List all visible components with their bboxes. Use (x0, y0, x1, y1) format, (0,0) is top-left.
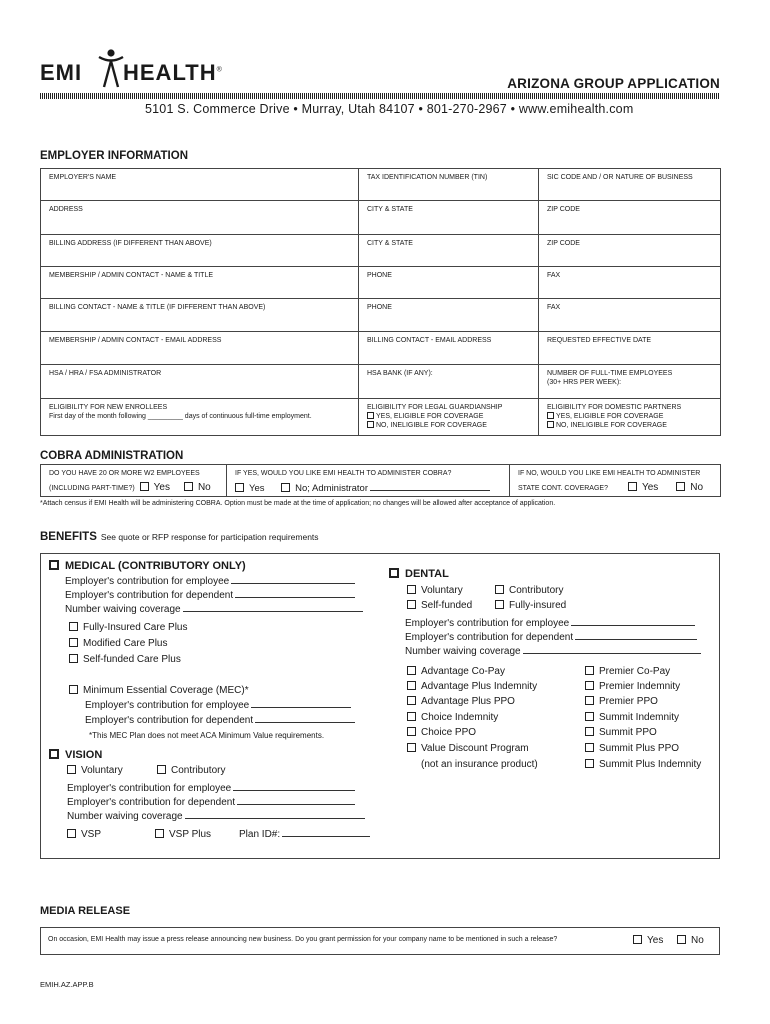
guardianship-yes-checkbox[interactable] (367, 412, 374, 419)
mec-checkbox[interactable] (69, 685, 78, 694)
hsa-administrator-field[interactable]: HSA / HRA / FSA ADMINISTRATOR (41, 365, 359, 399)
vision-employee-contribution[interactable]: Employer's contribution for employee (67, 783, 355, 794)
summit-plus-indemnity-checkbox[interactable] (585, 759, 594, 768)
dental-plan-option[interactable]: Premier Indemnity (585, 681, 680, 692)
effective-date-field[interactable]: REQUESTED EFFECTIVE DATE (539, 332, 721, 365)
summit-ppo-checkbox[interactable] (585, 727, 594, 736)
header-divider (40, 93, 720, 99)
logo-figure-icon (98, 48, 124, 88)
state-cont-yes-checkbox[interactable] (628, 482, 637, 491)
legal-guardianship-eligibility: ELIGIBILITY FOR LEGAL GUARDIANSHIP YES, ELIGIBLE FOR COVERAGE NO, INELIGIBLE FOR COVERAGE (359, 399, 539, 436)
medical-waiving-count[interactable]: Number waiving coverage (65, 604, 363, 615)
dental-self-funded-checkbox[interactable] (407, 600, 416, 609)
dental-plan-option[interactable]: Premier PPO (585, 696, 658, 707)
benefits-box (40, 553, 720, 859)
dental-voluntary-checkbox[interactable] (407, 585, 416, 594)
choice-ppo-checkbox[interactable] (407, 727, 416, 736)
dental-plan-option[interactable]: Advantage Plus Indemnity (407, 681, 537, 692)
tin-field[interactable]: TAX IDENTIFICATION NUMBER (TIN) (359, 169, 539, 201)
domestic-partner-eligibility: ELIGIBILITY FOR DOMESTIC PARTNERS YES, ELIGIBLE FOR COVERAGE NO, INELIGIBLE FOR COVERAGE (539, 399, 721, 436)
advantage-co-pay-checkbox[interactable] (407, 666, 416, 675)
dental-plan-option[interactable]: Premier Co-Pay (585, 666, 670, 677)
cobra-w2-yes-checkbox[interactable] (140, 482, 149, 491)
value-discount-note: (not an insurance product) (421, 759, 538, 770)
billing-fax-field[interactable]: FAX (539, 299, 721, 332)
dental-dependent-contribution[interactable]: Employer's contribution for dependent (405, 632, 697, 643)
medical-checkbox[interactable] (49, 560, 59, 570)
company-address: 5101 S. Commerce Drive • Murray, Utah 84107 • 801-270-2967 • www.emihealth.com (145, 102, 634, 116)
medical-employee-contribution[interactable]: Employer's contribution for employee (65, 576, 355, 587)
vision-plan-id-field[interactable]: Plan ID#: (239, 829, 370, 840)
cobra-administrator-line[interactable] (370, 483, 490, 491)
city-state-field[interactable]: CITY & STATE (359, 201, 539, 235)
billing-address-field[interactable]: BILLING ADDRESS (IF DIFFERENT THAN ABOVE) (41, 235, 359, 267)
admin-email-field[interactable]: MEMBERSHIP / ADMIN CONTACT - EMAIL ADDRESS (41, 332, 359, 365)
dental-option[interactable]: DENTAL (389, 568, 449, 580)
admin-contact-name-field[interactable]: MEMBERSHIP / ADMIN CONTACT - NAME & TITLE (41, 267, 359, 299)
medical-plan-option[interactable]: Self-funded Care Plus (69, 654, 181, 665)
vsp-checkbox[interactable] (67, 829, 76, 838)
emi-health-logo (40, 48, 223, 90)
dental-contributory-option[interactable]: Contributory (495, 585, 563, 596)
vsp-option[interactable]: VSP (67, 829, 101, 840)
media-release-box (40, 927, 720, 955)
cobra-w2-no-checkbox[interactable] (184, 482, 193, 491)
fully-insured-care-plus-checkbox[interactable] (69, 622, 78, 631)
vsp-plus-option[interactable]: VSP Plus (155, 829, 211, 840)
medical-plan-option[interactable]: Modified Care Plus (69, 638, 167, 649)
cobra-heading: COBRA ADMINISTRATION (40, 450, 184, 462)
advantage-plus-indemnity-checkbox[interactable] (407, 681, 416, 690)
form-code: EMIH.AZ.APP.B (40, 980, 94, 989)
guardianship-no-checkbox[interactable] (367, 421, 374, 428)
hsa-bank-field[interactable]: HSA BANK (IF ANY): (359, 365, 539, 399)
zip-code-field[interactable]: ZIP CODE (539, 201, 721, 235)
cobra-table (40, 464, 721, 497)
dental-fully-insured-option[interactable]: Fully-insured (495, 600, 566, 611)
new-enrollee-eligibility-field[interactable]: ELIGIBILITY FOR NEW ENROLLEES First day of the month following _________ days of continuous full-time employment. (41, 399, 359, 436)
benefits-heading: BENEFITS See quote or RFP response for participation requirements (40, 531, 319, 543)
self-funded-care-plus-checkbox[interactable] (69, 654, 78, 663)
dental-waiving-count[interactable]: Number waiving coverage (405, 646, 701, 657)
domestic-yes-checkbox[interactable] (547, 412, 554, 419)
premier-co-pay-checkbox[interactable] (585, 666, 594, 675)
dental-contributory-checkbox[interactable] (495, 585, 504, 594)
admin-phone-field[interactable]: PHONE (359, 267, 539, 299)
mec-aca-note: *This MEC Plan does not meet ACA Minimum Value requirements. (89, 731, 325, 740)
vision-dependent-contribution[interactable]: Employer's contribution for dependent (67, 797, 355, 808)
address-field[interactable]: ADDRESS (41, 201, 359, 235)
vision-waiving-count[interactable]: Number waiving coverage (67, 811, 365, 822)
billing-email-field[interactable]: BILLING CONTACT - EMAIL ADDRESS (359, 332, 539, 365)
cobra-administer-yes-checkbox[interactable] (235, 483, 244, 492)
vision-contributory-option[interactable]: Contributory (157, 765, 225, 776)
vision-voluntary-checkbox[interactable] (67, 765, 76, 774)
vision-option[interactable]: VISION (49, 749, 102, 761)
dental-self-funded-option[interactable]: Self-funded (407, 600, 472, 611)
employer-info-table (40, 168, 721, 436)
dental-checkbox[interactable] (389, 568, 399, 578)
dental-employee-contribution[interactable]: Employer's contribution for employee (405, 618, 695, 629)
dental-plan-option[interactable]: Advantage Plus PPO (407, 696, 515, 707)
state-cont-no-checkbox[interactable] (676, 482, 685, 491)
billing-phone-field[interactable]: PHONE (359, 299, 539, 332)
admin-fax-field[interactable]: FAX (539, 267, 721, 299)
value-discount-program-checkbox[interactable] (407, 743, 416, 752)
premier-indemnity-checkbox[interactable] (585, 681, 594, 690)
dental-plan-option[interactable]: Summit Plus Indemnity (585, 759, 701, 770)
mec-option[interactable]: Minimum Essential Coverage (MEC)* (69, 685, 249, 696)
employer-name-field[interactable]: EMPLOYER'S NAME (41, 169, 359, 201)
dental-plan-option[interactable]: Value Discount Program (407, 743, 529, 754)
dental-plan-option[interactable]: Choice Indemnity (407, 712, 498, 723)
vision-voluntary-option[interactable]: Voluntary (67, 765, 123, 776)
mec-dependent-contribution[interactable]: Employer's contribution for dependent (85, 715, 355, 726)
media-release-question: On occasion, EMI Health may issue a press release announcing new business. Do you grant permission for your company name to be mentioned in such a release? (48, 936, 558, 943)
logo-text-emi: EMI (40, 60, 83, 85)
state-continuation-question: IF NO, WOULD YOU LIKE EMI HEALTH TO ADMINISTER STATE CONT. COVERAGE? Yes No (510, 465, 721, 497)
media-no-checkbox[interactable] (677, 935, 686, 944)
vsp-plus-checkbox[interactable] (155, 829, 164, 838)
cobra-administer-no-checkbox[interactable] (281, 483, 290, 492)
billing-city-state-field[interactable]: CITY & STATE (359, 235, 539, 267)
media-release-heading: MEDIA RELEASE (40, 905, 131, 917)
vision-contributory-checkbox[interactable] (157, 765, 166, 774)
dental-plan-option[interactable]: Summit PPO (585, 727, 657, 738)
mec-employee-contribution[interactable]: Employer's contribution for employee (85, 700, 351, 711)
dental-plan-option[interactable]: Advantage Co-Pay (407, 666, 505, 677)
employer-info-heading: EMPLOYER INFORMATION (40, 150, 189, 162)
summit-indemnity-checkbox[interactable] (585, 712, 594, 721)
logo-text-health: HEALTH® (123, 60, 223, 85)
cobra-attach-note: *Attach census if EMI Health will be administering COBRA. Option must be made at the time of application; no changes will be allowed after acceptance of application. (40, 500, 556, 507)
summit-plus-ppo-checkbox[interactable] (585, 743, 594, 752)
dental-plan-option[interactable]: Choice PPO (407, 727, 476, 738)
modified-care-plus-checkbox[interactable] (69, 638, 78, 647)
media-yes-option[interactable]: Yes (633, 935, 663, 946)
dental-fully-insured-checkbox[interactable] (495, 600, 504, 609)
medical-plan-option[interactable]: Fully-Insured Care Plus (69, 622, 187, 633)
advantage-plus-ppo-checkbox[interactable] (407, 696, 416, 705)
application-title: ARIZONA GROUP APPLICATION (507, 76, 720, 91)
billing-contact-name-field[interactable]: BILLING CONTACT - NAME & TITLE (IF DIFFERENT THAN ABOVE) (41, 299, 359, 332)
medical-dependent-contribution[interactable]: Employer's contribution for dependent (65, 590, 355, 601)
medical-option[interactable]: MEDICAL (CONTRIBUTORY ONLY) (49, 560, 246, 572)
premier-ppo-checkbox[interactable] (585, 696, 594, 705)
billing-zip-code-field[interactable]: ZIP CODE (539, 235, 721, 267)
cobra-w2-question: DO YOU HAVE 20 OR MORE W2 EMPLOYEES (INCLUDING PART-TIME?) Yes No (41, 465, 227, 497)
domestic-no-checkbox[interactable] (547, 421, 554, 428)
dental-plan-option[interactable]: Summit Indemnity (585, 712, 679, 723)
dental-voluntary-option[interactable]: Voluntary (407, 585, 463, 596)
choice-indemnity-checkbox[interactable] (407, 712, 416, 721)
dental-plan-option[interactable]: Summit Plus PPO (585, 743, 679, 754)
vision-checkbox[interactable] (49, 749, 59, 759)
media-no-option[interactable]: No (677, 935, 704, 946)
cobra-administer-question: IF YES, WOULD YOU LIKE EMI HEALTH TO ADMINISTER COBRA? Yes No; Administrator (227, 465, 510, 497)
sic-code-field[interactable]: SIC CODE AND / OR NATURE OF BUSINESS (539, 169, 721, 201)
fulltime-employees-field[interactable]: NUMBER OF FULL-TIME EMPLOYEES (30+ HRS PER WEEK): (539, 365, 721, 399)
media-yes-checkbox[interactable] (633, 935, 642, 944)
